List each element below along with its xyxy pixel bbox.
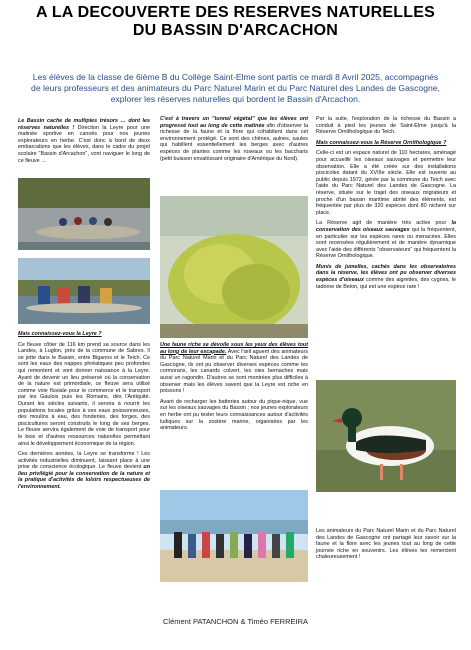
col3-heading-reserve [316,140,456,147]
col2-paragraph-1 [160,116,308,162]
col1-paragraph-1 [18,118,150,164]
col3-paragraph-3 [316,220,456,260]
col3-p3-end: qui la fréquentent, en particulier sur les espèces rares ou menacées. Elles sont recensées régulièrement et de manière dynamique avec l'aide des différents "observateurs" qui fréquentent la Réserve Ornithologique. [316,226,457,260]
canoe-photo-2 [18,258,150,324]
col1-paragraph-3 [18,451,150,491]
plant-photo [160,196,308,338]
shelduck-photo [316,380,456,492]
col3-paragraph-5: Les animateurs du Parc Naturel Marin et du Parc Naturel des Landes de Gascogne ont partagé leur savoir sur la faune et la flore avec les jeunes tout au long de cette journée riche en souvenirs. Les élèves les remercient chaleureusement ! [316,528,456,561]
title-line-1: A LA DECOUVERTE DES RESERVES NATURELLES [36,4,435,21]
col3-p4-lead: Munis de jumelles, cachés dans les observatoires dans la réserve, les élèves ont pu observer diverses espèces d'oiseaux [316,263,456,284]
col3-paragraph-2: Celle-ci est un espace naturel de 110 hectares, aménagé pour accueillir les oiseaux sauvages et permettre leur observation. Elle a été créée sur des installations piscicoles datant du XVIIIe siècle. Elle est ouverte au public depuis 1972, gérée par la commune du Teich avec l'aide du Parc Naturel des Landes de Gascogne. La réserve, située sur le trajet des oiseaux migrateurs et proche d'un bassin maritime abrité des éléments, est fréquentée par plus de 320 espèces dont 80 nichent sur place. [316,150,456,216]
canoe-photo-1 [18,178,150,250]
col1-p3-body: Ces dernières années, la Leyre se transforme ! Les activités industrielles diminuent, laissant place à une prise de conscience écologique. Le fleuve devient [18,451,150,471]
col2-paragraph-2 [160,342,308,395]
group-photo [160,490,308,582]
column-2-bottom [160,342,308,436]
col2-h2: Une faune riche se dévoile sous les yeux des élèves tout au long de leur escapade. [160,342,308,355]
col3-p3-body: La Réserve agit de manière très active pour [316,220,452,227]
col3-p4-body: comme des aigrettes, des cygnes, le tadorne de Belon, qui est une espèce rare ! [316,277,456,290]
authors-byline: Clément PATANCHON & Timéo FERREIRA [162,617,309,626]
column-1-bottom [18,331,150,495]
col1-heading-leyre [18,331,150,338]
column-3-top [316,116,456,294]
column-3-bottom [316,528,456,565]
col1-p3-bold: un lieu privilégié pour la conservation de la nature et la pratique d'activités de loisirs respectueuses de l'environnement. [18,464,150,491]
col3-h2: Mais connaissez-vous la Réserve Ornithologique ? [316,139,447,146]
col1-p1-body: Direction la Leyre pour une matinée sportive en canoës pour nos jeunes explorateurs en herbe. C'est donc à bord de deux embarcations que les élèves, dans le cadre du projet scolaire "Bassin d'Arcachon", vont naviguer le long de ce fleuve … [18,124,150,164]
title-line-2: DU BASSIN D'ARCACHON [132,22,339,39]
col2-paragraph-3: Avant de recharger les batteries autour du pique-nique, vue sur les oiseaux sauvages du Bassin ; nos jeunes explorateurs en herbe ont pu tester leurs connaissances autour d'activités ludiques sur la zostère marine, organisées par les animateurs. [160,398,308,432]
col2-p2-body: Avec l'œil aguerri des animateurs du Parc Naturel Marin et du Parc Naturel des Landes de Gascogne, ils ont pu observer diverses espèces comme les cormorans, les canards colvert, les oies bernaches mais aussi un ragondin. D'autres se sont montrées plus difficiles à observer mais les élèves savent que la Leyre est riche en poissons ! [160,348,308,395]
col1-h2: Mais connaissez-vous la Leyre ? [18,331,102,337]
col1-lead: Le Bassin cache de multiples trésors … dont les réserves naturelles ! [18,118,150,131]
col3-p3-bold: la conservation des oiseaux sauvages [316,220,456,233]
col2-p1-body: afin d'observer la richesse de la faune et la flore qui cohabitent dans cet environnement protégé. Ce sont des chênes, aulnes, saules qui habillent essentiellement les berges avec d'autres espèces de plantes comme les roseaux ou les baccharis (petit buisson envahissant originaire d'Amérique du Nord). [160,122,308,162]
col1-paragraph-2: Ce fleuve côtier de 116 km prend sa source dans les Landes, à Luglon, près de la commune de Sabres. Il se jette dans le Bassin, entre Biganos et le Teich. Ce sont les eaux des nappes phréatiques peu profondes qui remontent et vont donner naissance à la Leyre. Ayant de devenir un lieu préservé où la conservation de la nature est primordiale, ce fleuve sera utilisé comme voie fluviale pour le commerce et le transport par les Gaulois puis les Romains, dès l'Antiquité. Durant les siècles suivants, il servira à nourrir les populations locales grâce à ses eaux poissonneuses, des moulins à eau, des fonderies, des forges, des piscicultures seront construits le long de ses berges. Le fleuve servira également de voie de transport pour le bois et d'autres ressources naturelles permettant ainsi le développement économique de la région. [18,341,150,447]
intro-paragraph: Les élèves de la classe de 6ième B du Collège Saint-Elme sont partis ce mardi 8 Avril 2025, accompagnés de leurs professeurs et des animateurs du Parc Naturel Marin et du Parc Naturel des Landes de Gascogne, explorer les réserves naturelles qui bordent le Bassin d'Arcachon. [31,72,440,104]
col2-lead: C'est à travers un "tunnel végétal" que les élèves ont progressé tout au long de cette matinée [160,116,308,129]
col3-paragraph-4 [316,264,456,290]
column-2-top [160,116,308,166]
article-title [10,4,461,40]
column-1-top [18,118,150,168]
col3-paragraph-1: Par la suite, l'exploration de la richesse du Bassin a conduit à pied les jeunes de Saint-Elme jusqu'à la Réserve Ornithologique du Teich. [316,116,456,136]
